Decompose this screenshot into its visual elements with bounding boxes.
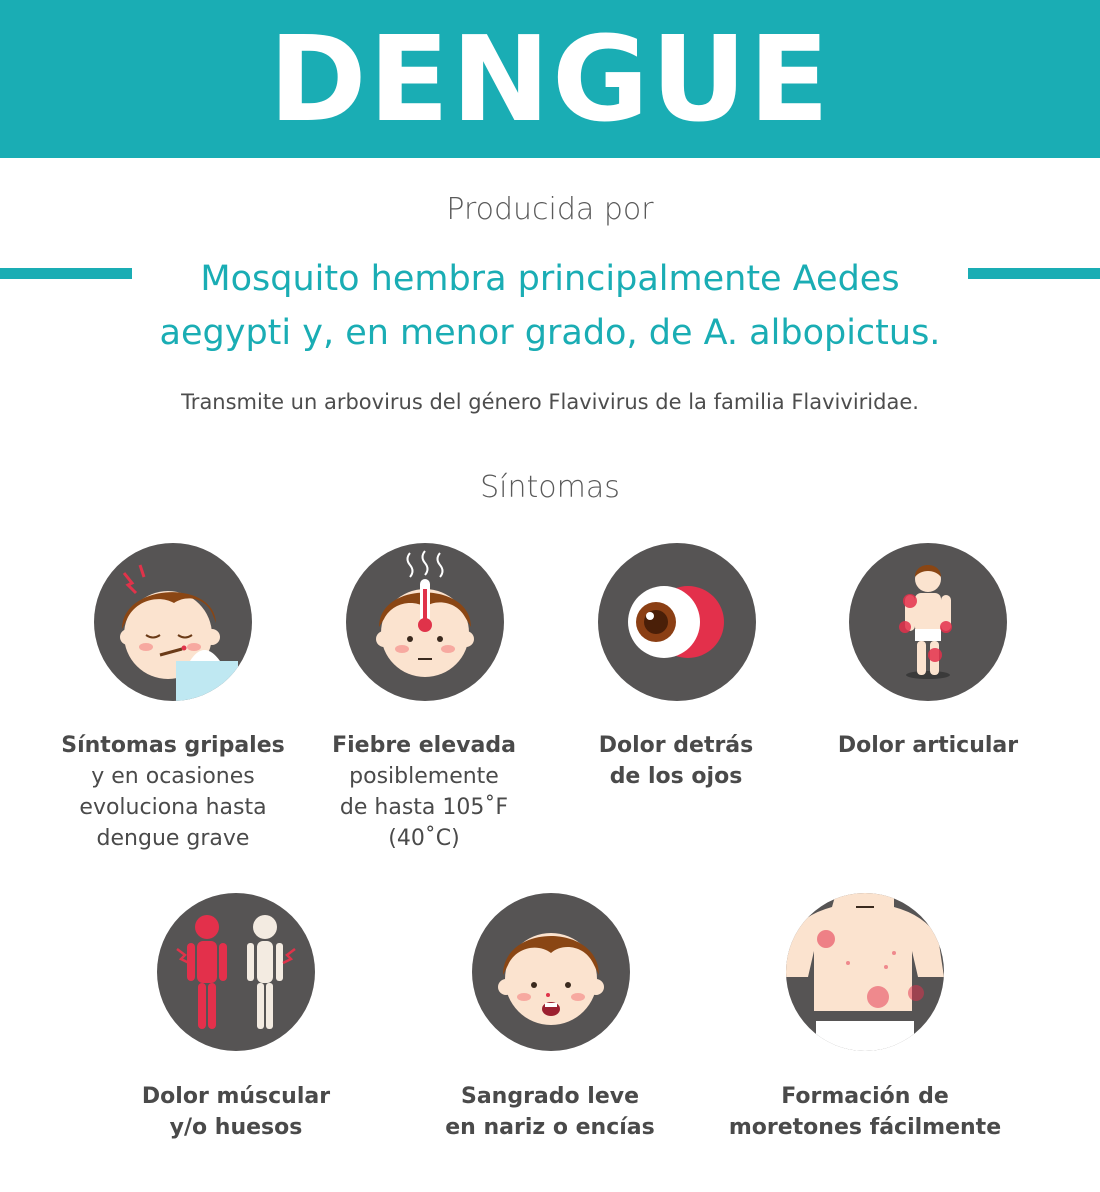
transmission-text: Transmite un arbovirus del género Flavivirus de la familia Flaviviridae. xyxy=(181,390,919,414)
title-banner xyxy=(0,0,1100,158)
symptom-fever-line: de hasta 105˚F xyxy=(339,795,509,820)
symptom-fever-title: Fiebre elevada xyxy=(332,733,516,758)
symptom-bruising-line: moretones fácilmente xyxy=(728,1115,1002,1140)
symptom-flu-line: dengue grave xyxy=(96,826,250,851)
symptom-bleeding-line: en nariz o encías xyxy=(445,1115,655,1140)
symptom-flu-line: evoluciona hasta xyxy=(79,795,267,820)
accent-bar-left xyxy=(0,268,132,279)
muscle-skeleton-icon xyxy=(157,893,315,1051)
symptom-fever-line: posiblemente xyxy=(349,764,499,789)
symptom-flu-line: y en ocasiones xyxy=(91,764,255,789)
vector-line-2: aegypti y, en menor grado, de A. albopictus. xyxy=(159,313,941,353)
symptom-bruising-title: Formación de xyxy=(781,1084,949,1109)
symptom-muscle-pain-line: y/o huesos xyxy=(169,1115,303,1140)
symptom-fever-line: (40˚C) xyxy=(388,826,460,851)
symptom-muscle-pain-caption xyxy=(110,1081,362,1143)
eye-icon xyxy=(598,543,756,701)
symptom-bleeding-caption xyxy=(420,1081,680,1143)
produced-by-label: Producida por xyxy=(446,192,654,227)
sneezing-face-icon xyxy=(94,543,252,701)
symptom-eye-pain-title: Dolor detrás xyxy=(598,733,754,758)
symptom-bruising-caption xyxy=(714,1081,1016,1143)
symptom-flu-title: Síntomas gripales xyxy=(61,733,285,758)
vector-line-1: Mosquito hembra principalmente Aedes xyxy=(200,259,900,299)
symptom-bleeding-title: Sangrado leve xyxy=(460,1084,640,1109)
vector-description xyxy=(140,252,960,360)
symptom-fever-caption xyxy=(310,730,538,854)
page-title: DENGUE xyxy=(268,10,832,148)
symptom-flu-caption xyxy=(40,730,306,854)
bleeding-face-icon xyxy=(472,893,630,1051)
bruised-torso-icon xyxy=(786,893,944,1051)
accent-bar-right xyxy=(968,268,1100,279)
symptom-joint-pain-title: Dolor articular xyxy=(837,733,1019,758)
fever-thermometer-icon xyxy=(346,543,504,701)
symptom-muscle-pain-title: Dolor múscular xyxy=(141,1084,331,1109)
symptoms-heading: Síntomas xyxy=(480,470,620,505)
joint-pain-body-icon xyxy=(849,543,1007,701)
symptom-eye-pain-line: de los ojos xyxy=(609,764,743,789)
symptom-joint-pain-caption xyxy=(810,730,1046,761)
symptom-eye-pain-caption xyxy=(560,730,792,792)
